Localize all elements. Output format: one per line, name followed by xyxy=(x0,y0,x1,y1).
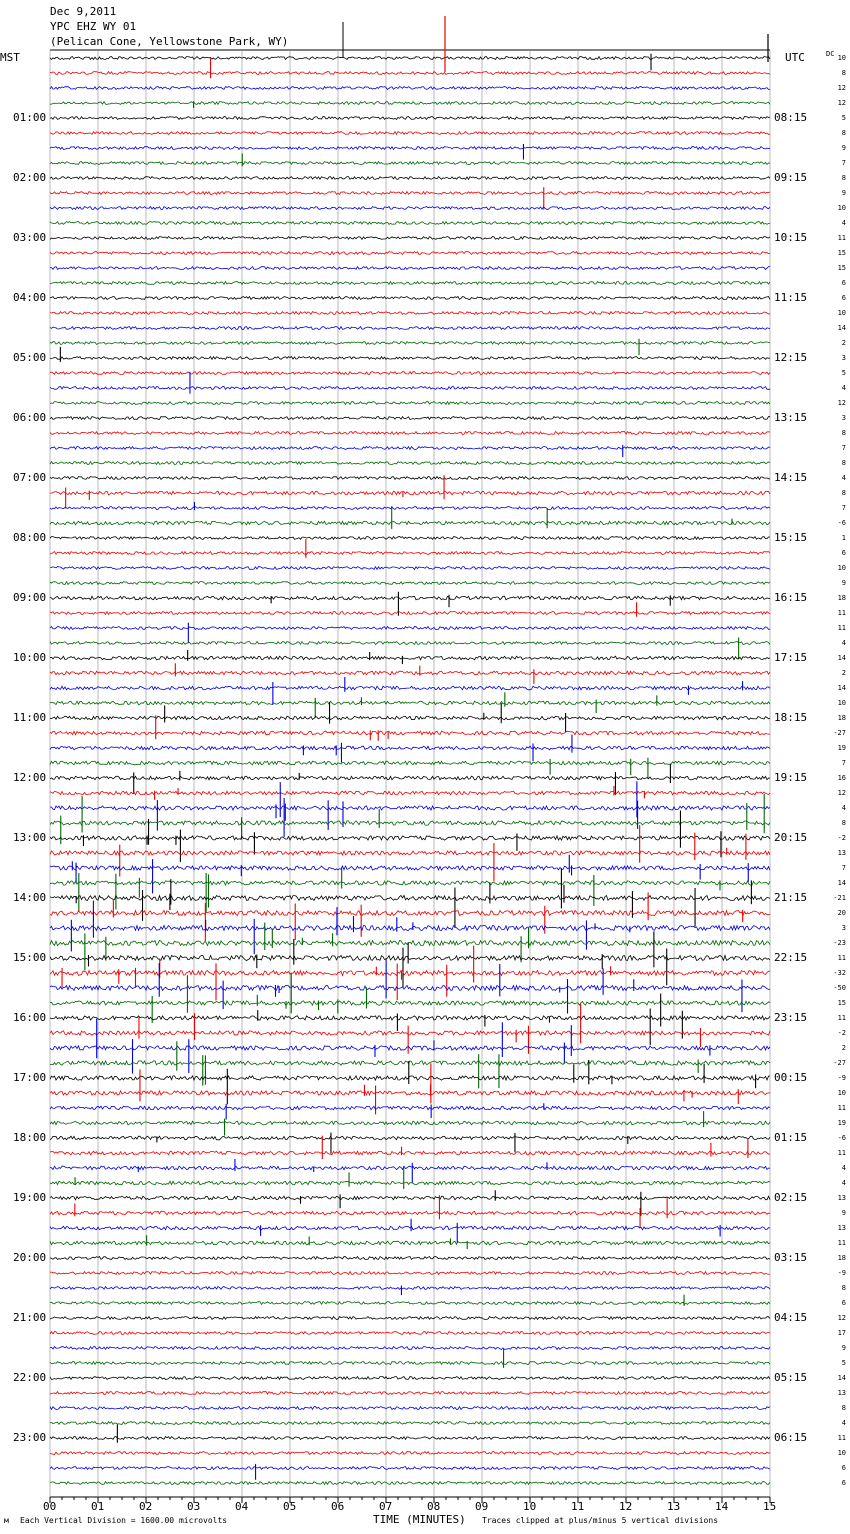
mst-hour-label: 12:00 xyxy=(13,771,47,784)
dc-offset-value: 4 xyxy=(841,804,846,812)
chart-location: (Pelican Cone, Yellowstone Park, WY) xyxy=(50,35,289,48)
trace-line xyxy=(50,132,770,135)
trace-line xyxy=(50,701,770,705)
utc-hour-label: 06:15 xyxy=(774,1431,808,1444)
mst-hour-label: 06:00 xyxy=(13,411,47,424)
trace-line xyxy=(50,177,770,180)
trace-line xyxy=(50,57,770,60)
left-axis-label: MST xyxy=(0,51,20,64)
trace-line xyxy=(50,1422,770,1425)
utc-hour-label: 13:15 xyxy=(774,411,808,424)
trace-line xyxy=(50,1196,770,1200)
trace-line xyxy=(50,72,770,75)
dc-offset-value: 9 xyxy=(841,1344,846,1352)
dc-offset-value: -27 xyxy=(833,729,846,737)
dc-offset-value: 9 xyxy=(841,579,846,587)
trace-line xyxy=(50,821,770,825)
trace-line xyxy=(50,971,770,976)
dc-offset-value: 8 xyxy=(841,69,846,77)
dc-offset-value: 11 xyxy=(837,1014,846,1022)
x-tick-label: 10 xyxy=(523,1500,537,1513)
trace-line xyxy=(50,1452,770,1455)
trace-line xyxy=(50,491,770,495)
dc-offset-value: 8 xyxy=(841,174,846,182)
trace-line xyxy=(50,147,770,150)
x-tick-label: 00 xyxy=(43,1500,57,1513)
mst-hour-label: 15:00 xyxy=(13,951,47,964)
dc-offset-value: 8 xyxy=(841,129,846,137)
mst-hour-label: 13:00 xyxy=(13,831,47,844)
dc-offset-value: 11 xyxy=(837,954,846,962)
trace-line xyxy=(50,1211,770,1215)
mst-hour-label: 04:00 xyxy=(13,291,47,304)
dc-offset-value: 8 xyxy=(841,459,846,467)
mst-hour-label: 01:00 xyxy=(13,111,47,124)
trace-line xyxy=(50,1347,770,1350)
x-tick-label: 14 xyxy=(715,1500,729,1513)
dc-offset-value: 14 xyxy=(837,654,846,662)
trace-line xyxy=(50,282,770,285)
dc-offset-value: -50 xyxy=(833,984,846,992)
x-tick-label: 08 xyxy=(427,1500,441,1513)
trace-line xyxy=(50,836,770,840)
dc-offset-value: 19 xyxy=(837,1119,846,1127)
trace-line xyxy=(50,627,770,630)
chart-date: Dec 9,2011 xyxy=(50,5,117,18)
trace-line xyxy=(50,372,770,375)
x-tick-label: 15 xyxy=(763,1500,777,1513)
utc-hour-label: 22:15 xyxy=(774,951,808,964)
dc-offset-value: 12 xyxy=(837,399,846,407)
trace-line xyxy=(50,671,770,675)
dc-offset-value: 8 xyxy=(841,1404,846,1412)
dc-offset-value: 11 xyxy=(837,1434,846,1442)
dc-offset-value: 12 xyxy=(837,789,846,797)
utc-hour-label: 14:15 xyxy=(774,471,808,484)
dc-offset-value: 4 xyxy=(841,219,846,227)
dc-offset-value: 13 xyxy=(837,849,846,857)
trace-line xyxy=(50,582,770,585)
trace-line xyxy=(50,252,770,255)
dc-offset-value: 5 xyxy=(841,369,846,377)
trace-line xyxy=(50,1091,770,1095)
x-tick-label: 04 xyxy=(235,1500,249,1513)
trace-line xyxy=(50,357,770,360)
dc-offset-value: 16 xyxy=(837,774,846,782)
dc-offset-value: 12 xyxy=(837,99,846,107)
trace-line xyxy=(50,462,770,465)
dc-offset-value: 2 xyxy=(841,669,846,677)
trace-line xyxy=(50,387,770,390)
trace-line xyxy=(50,1076,770,1080)
trace-line xyxy=(50,881,770,885)
trace-line xyxy=(50,1362,770,1365)
utc-hour-label: 03:15 xyxy=(774,1251,808,1264)
dc-offset-value: 12 xyxy=(837,84,846,92)
utc-hour-label: 19:15 xyxy=(774,771,808,784)
dc-offset-value: 7 xyxy=(841,504,846,512)
mst-hour-label: 19:00 xyxy=(13,1191,47,1204)
dc-offset-value: 13 xyxy=(837,1194,846,1202)
dc-offset-value: -2 xyxy=(837,834,846,842)
dc-offset-value: 9 xyxy=(841,144,846,152)
trace-line xyxy=(50,1392,770,1395)
utc-hour-label: 16:15 xyxy=(774,591,808,604)
mst-hour-label: 02:00 xyxy=(13,171,47,184)
dc-offset-value: 11 xyxy=(837,1104,846,1112)
trace-line xyxy=(50,1046,770,1050)
trace-line xyxy=(50,1332,770,1335)
trace-line xyxy=(50,1287,770,1290)
trace-line xyxy=(50,1016,770,1020)
trace-line xyxy=(50,102,770,105)
dc-label: DC xyxy=(826,50,835,58)
trace-line xyxy=(50,552,770,555)
dc-offset-value: 10 xyxy=(837,564,846,572)
trace-line xyxy=(50,806,770,810)
mst-hour-label: 05:00 xyxy=(13,351,47,364)
trace-line xyxy=(50,1181,770,1185)
trace-line xyxy=(50,866,770,870)
x-tick-label: 07 xyxy=(379,1500,393,1513)
utc-hour-label: 11:15 xyxy=(774,291,808,304)
dc-offset-value: 14 xyxy=(837,879,846,887)
dc-offset-value: 7 xyxy=(841,864,846,872)
dc-offset-value: 20 xyxy=(837,909,846,917)
trace-line xyxy=(50,1061,770,1065)
trace-line xyxy=(50,1001,770,1005)
dc-offset-value: 11 xyxy=(837,1149,846,1157)
trace-line xyxy=(50,477,770,480)
dc-offset-value: 7 xyxy=(841,444,846,452)
trace-line xyxy=(50,162,770,165)
mst-hour-label: 07:00 xyxy=(13,471,47,484)
trace-line xyxy=(50,297,770,300)
trace-line xyxy=(50,237,770,240)
x-tick-label: 11 xyxy=(571,1500,585,1513)
dc-offset-value: 9 xyxy=(841,1209,846,1217)
dc-offset-value: 5 xyxy=(841,114,846,122)
trace-line xyxy=(50,986,770,991)
utc-hour-label: 08:15 xyxy=(774,111,808,124)
dc-offset-value: 18 xyxy=(837,1254,846,1262)
dc-offset-value: -6 xyxy=(837,519,846,527)
dc-offset-value: -32 xyxy=(833,969,846,977)
dc-offset-value: 10 xyxy=(837,309,846,317)
dc-offset-value: 2 xyxy=(841,1044,846,1052)
trace-line xyxy=(50,761,770,765)
trace-line xyxy=(50,1482,770,1485)
trace-line xyxy=(50,1226,770,1230)
utc-hour-label: 00:15 xyxy=(774,1071,808,1084)
dc-offset-value: 1 xyxy=(841,534,846,542)
dc-offset-value: -9 xyxy=(837,1074,846,1082)
x-tick-label: 12 xyxy=(619,1500,633,1513)
dc-offset-value: 8 xyxy=(841,429,846,437)
trace-line xyxy=(50,1151,770,1155)
dc-offset-value: 11 xyxy=(837,624,846,632)
trace-line xyxy=(50,926,770,931)
trace-line xyxy=(50,791,770,795)
dc-offset-value: 3 xyxy=(841,414,846,422)
trace-line xyxy=(50,1136,770,1140)
dc-offset-value: -23 xyxy=(833,939,846,947)
trace-line xyxy=(50,1467,770,1470)
trace-line xyxy=(50,642,770,645)
dc-offset-value: 17 xyxy=(837,1329,846,1337)
clip-note: Traces clipped at plus/minus 5 vertical divisions xyxy=(482,1516,719,1525)
trace-line xyxy=(50,327,770,330)
dc-offset-value: 5 xyxy=(841,1359,846,1367)
dc-offset-value: 8 xyxy=(841,819,846,827)
mst-hour-label: 14:00 xyxy=(13,891,47,904)
trace-line xyxy=(50,776,770,780)
x-tick-label: 13 xyxy=(667,1500,681,1513)
dc-offset-value: 13 xyxy=(837,1224,846,1232)
trace-line xyxy=(50,432,770,435)
mst-hour-label: 10:00 xyxy=(13,651,47,664)
mst-hour-label: 22:00 xyxy=(13,1371,47,1384)
mst-hour-label: 20:00 xyxy=(13,1251,47,1264)
dc-offset-value: 15 xyxy=(837,249,846,257)
dc-offset-value: 13 xyxy=(837,1389,846,1397)
dc-offset-value: 3 xyxy=(841,924,846,932)
dc-offset-value: 9 xyxy=(841,189,846,197)
dc-offset-value: -27 xyxy=(833,1059,846,1067)
dc-offset-value: -9 xyxy=(837,1269,846,1277)
x-tick-label: 06 xyxy=(331,1500,345,1513)
utc-hour-label: 09:15 xyxy=(774,171,808,184)
dc-offset-value: 10 xyxy=(837,699,846,707)
trace-line xyxy=(50,192,770,195)
dc-offset-value: 4 xyxy=(841,1419,846,1427)
trace-line xyxy=(50,342,770,345)
utc-hour-label: 18:15 xyxy=(774,711,808,724)
utc-hour-label: 12:15 xyxy=(774,351,808,364)
dc-offset-value: 15 xyxy=(837,999,846,1007)
footer-mark: м xyxy=(4,1516,9,1525)
dc-offset-value: 18 xyxy=(837,714,846,722)
trace-line xyxy=(50,507,770,510)
dc-offset-value: 14 xyxy=(837,324,846,332)
right-axis-label: UTC xyxy=(785,51,805,64)
dc-offset-value: -21 xyxy=(833,894,846,902)
utc-hour-label: 20:15 xyxy=(774,831,808,844)
dc-offset-value: 6 xyxy=(841,1464,846,1472)
scale-note: Each Vertical Division = 1600.00 microvolts xyxy=(20,1516,228,1525)
trace-line xyxy=(50,447,770,450)
trace-line xyxy=(50,1377,770,1380)
trace-line xyxy=(50,267,770,270)
trace-line xyxy=(50,87,770,90)
trace-line xyxy=(50,312,770,315)
x-tick-label: 09 xyxy=(475,1500,489,1513)
dc-offset-value: -6 xyxy=(837,1134,846,1142)
utc-hour-label: 21:15 xyxy=(774,891,808,904)
trace-line xyxy=(50,567,770,570)
trace-line xyxy=(50,1241,770,1245)
trace-line xyxy=(50,1031,770,1035)
x-tick-label: 01 xyxy=(91,1500,105,1513)
dc-offset-value: 10 xyxy=(837,1089,846,1097)
utc-hour-label: 15:15 xyxy=(774,531,808,544)
dc-offset-value: 10 xyxy=(837,1449,846,1457)
dc-offset-value: 6 xyxy=(841,1299,846,1307)
dc-offset-value: 6 xyxy=(841,279,846,287)
mst-hour-label: 03:00 xyxy=(13,231,47,244)
trace-line xyxy=(50,417,770,420)
trace-line xyxy=(50,941,770,946)
dc-offset-value: 6 xyxy=(841,549,846,557)
utc-hour-label: 05:15 xyxy=(774,1371,808,1384)
utc-hour-label: 01:15 xyxy=(774,1131,808,1144)
dc-offset-value: 11 xyxy=(837,234,846,242)
mst-hour-label: 17:00 xyxy=(13,1071,47,1084)
trace-line xyxy=(50,1106,770,1110)
utc-hour-label: 04:15 xyxy=(774,1311,808,1324)
mst-hour-label: 08:00 xyxy=(13,531,47,544)
dc-offset-value: 14 xyxy=(837,684,846,692)
dc-offset-value: 7 xyxy=(841,159,846,167)
chart-station: YPC EHZ WY 01 xyxy=(50,20,137,33)
dc-offset-value: 8 xyxy=(841,489,846,497)
trace-line xyxy=(50,596,770,600)
dc-offset-value: -2 xyxy=(837,1029,846,1037)
dc-offset-value: 15 xyxy=(837,264,846,272)
dc-offset-value: 6 xyxy=(841,294,846,302)
mst-hour-label: 23:00 xyxy=(13,1431,47,1444)
trace-line xyxy=(50,851,770,855)
dc-offset-value: 4 xyxy=(841,639,846,647)
dc-offset-value: 11 xyxy=(837,609,846,617)
trace-line xyxy=(50,1272,770,1275)
trace-line xyxy=(50,716,770,720)
trace-line xyxy=(50,656,770,660)
dc-offset-value: 4 xyxy=(841,474,846,482)
mst-hour-label: 16:00 xyxy=(13,1011,47,1024)
mst-hour-label: 09:00 xyxy=(13,591,47,604)
x-tick-label: 05 xyxy=(283,1500,297,1513)
trace-line xyxy=(50,1317,770,1320)
dc-offset-value: 7 xyxy=(841,759,846,767)
dc-offset-value: 19 xyxy=(837,744,846,752)
dc-offset-value: 11 xyxy=(837,1239,846,1247)
dc-offset-value: 6 xyxy=(841,1479,846,1487)
x-axis-title: TIME (MINUTES) xyxy=(373,1513,466,1526)
dc-offset-value: 18 xyxy=(837,594,846,602)
trace-line xyxy=(50,1302,770,1305)
utc-hour-label: 17:15 xyxy=(774,651,808,664)
utc-hour-label: 23:15 xyxy=(774,1011,808,1024)
dc-offset-value: 4 xyxy=(841,1179,846,1187)
trace-line xyxy=(50,746,770,750)
trace-line xyxy=(50,956,770,961)
mst-hour-label: 21:00 xyxy=(13,1311,47,1324)
x-tick-label: 02 xyxy=(139,1500,153,1513)
trace-line xyxy=(50,1407,770,1410)
trace-line xyxy=(50,896,770,901)
trace-line xyxy=(50,1166,770,1170)
dc-offset-value: 12 xyxy=(837,1314,846,1322)
trace-line xyxy=(50,402,770,405)
utc-hour-label: 10:15 xyxy=(774,231,808,244)
trace-line xyxy=(50,612,770,615)
x-tick-label: 03 xyxy=(187,1500,201,1513)
trace-line xyxy=(50,731,770,735)
trace-line xyxy=(50,207,770,210)
trace-line xyxy=(50,521,770,525)
trace-line xyxy=(50,1437,770,1440)
trace-line xyxy=(50,1257,770,1260)
trace-line xyxy=(50,1121,770,1125)
trace-line xyxy=(50,222,770,225)
dc-offset-value: 8 xyxy=(841,1284,846,1292)
trace-line xyxy=(50,117,770,120)
trace-line xyxy=(50,911,770,916)
dc-offset-value: 10 xyxy=(837,54,846,62)
dc-offset-value: 10 xyxy=(837,204,846,212)
trace-line xyxy=(50,686,770,690)
dc-offset-value: 4 xyxy=(841,1164,846,1172)
mst-hour-label: 18:00 xyxy=(13,1131,47,1144)
dc-offset-value: 4 xyxy=(841,384,846,392)
dc-offset-value: 2 xyxy=(841,339,846,347)
mst-hour-label: 11:00 xyxy=(13,711,47,724)
utc-hour-label: 02:15 xyxy=(774,1191,808,1204)
dc-offset-value: 14 xyxy=(837,1374,846,1382)
dc-offset-value: 3 xyxy=(841,354,846,362)
trace-line xyxy=(50,537,770,540)
